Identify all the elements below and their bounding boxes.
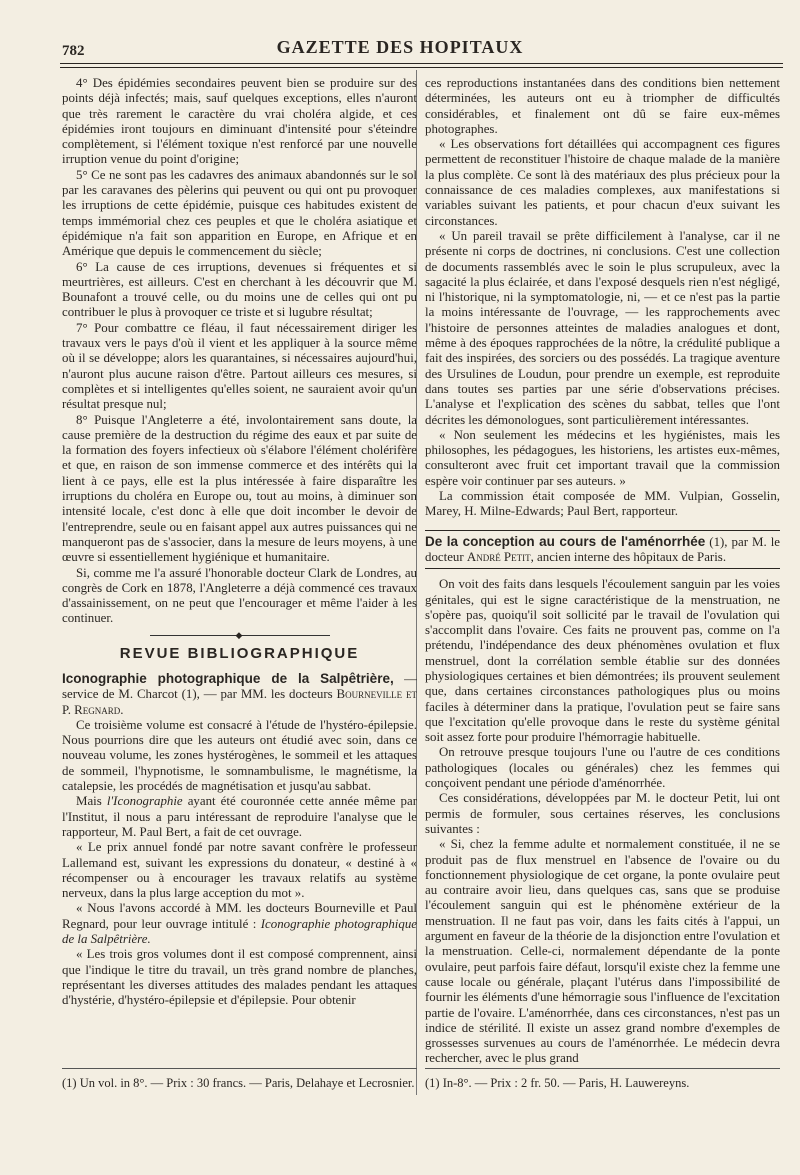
- paragraph: 7° Pour combattre ce fléau, il faut nécessairement diriger les travaux vers le pays d'où il vient et les appliquer à la source même où il se développe; alors les quarantaines, si nécessaires aujourd'hui, n'auront plus aucune raison d'être. Partout ailleurs ces mesures, si complètes et si intelligentes qu'elles soient, ne sauraient avoir qu'un résultat presque nul;: [62, 320, 417, 412]
- book-title: Iconographie photographique de la Salpêtrière,: [62, 670, 394, 686]
- book-info: — service de M. Charcot (1), — par MM. les docteurs: [62, 671, 417, 702]
- paragraph: « Les observations fort détaillées qui accompagnent ces figures permettent de reconstituer l'histoire de chaque malade de la manière la plus complète. Ce sont là des matériaux des plus précieux pour la connaissance de ces maladies complexes, aux manifestations si variables suivant les patients, et pour chacun d'eux suivant les circonstances.: [425, 137, 780, 228]
- article-title: De la conception au cours de l'aménorrhée: [425, 533, 706, 549]
- paragraph: Si, comme me l'a assuré l'honorable docteur Clark de Londres, au congrès de Cork en 1878, l'Angleterre a déjà commencé ces travaux d'assainissement, on ne peut que l'encourager et même l'aider à les continuer.: [62, 565, 417, 626]
- text: , ancien interne des hôpitaux de Paris.: [530, 549, 727, 564]
- paragraph: On retrouve presque toujours l'une ou l'autre de ces conditions pathologiques (locales ou générales) chez les femmes qui conçoivent pendant une période d'aménorrhée.: [425, 745, 780, 791]
- paragraph: 8° Puisque l'Angleterre a été, involontairement sans doute, la cause première de la destruction du régime des eaux et par suite de la formation des foyers infectieux où s'élabore l'élément cholérifère et que, en raison de son immense commerce et des intérêts qui la lient à ce pays, elle est la plus intéressée à faire disparaître les irruptions du choléra en Europe ou, tout au moins, à diminuer son intensité locale, c'est donc à elle que doit incomber le devoir de l'entreprendre, seule ou en faisant appel aux autres puissances qui ne manqueront pas de s'associer, dans la mesure de leurs moyens, à une œuvre si essentiellement hygiénique et humanitaire.: [62, 412, 417, 565]
- text: Mais: [76, 794, 107, 809]
- footnote-right: (1) In-8°. — Prix : 2 fr. 50. — Paris, H. Lauwereyns.: [425, 1076, 690, 1090]
- italic-title: l'Iconographie: [106, 794, 183, 809]
- paragraph: [62, 901, 417, 947]
- text: (1), par M. le docteur: [425, 534, 780, 564]
- paragraph: [62, 794, 417, 840]
- article-heading: [425, 530, 780, 570]
- paragraph: « Non seulement les médecins et les hygiénistes, mais les philosophes, les pédagogues, les historiens, les artistes eux-mêmes, consulteront avec fruit cet important travail que la commission espère voir continuer par ses auteurs. »: [425, 427, 780, 488]
- right-column: [425, 76, 780, 1066]
- footnote-rule: [62, 1068, 417, 1069]
- paragraph: 5° Ce ne sont pas les cadavres des animaux abandonnés sur le sol par les caravanes des pèlerins qui peuvent ou qui ont pu provoquer les irruptions de cette épidémie, puisque ces habitudes existent de temps immémorial chez ces peuples et que le choléra asiatique et épidémique n'a fait son apparition en Europe, en Afrique et en Amérique que depuis le commencement du siècle;: [62, 167, 417, 259]
- paragraph: Ces considérations, développées par M. le docteur Petit, lui ont permis de formuler, sous certaines réserves, les conclusions suivantes :: [425, 791, 780, 836]
- ornamental-separator: [150, 635, 330, 636]
- review-heading: [62, 671, 417, 718]
- header-rule: [60, 67, 783, 68]
- footnote-left: (1) Un vol. in 8°. — Prix : 30 francs. — Paris, Delahaye et Lecrosnier.: [62, 1076, 415, 1090]
- paragraph: « Un pareil travail se prête difficilement à l'analyse, car il ne présente ni corps de doctrines, ni conclusions. C'est une collection de documents rassemblés avec le soin le plus scrupuleux, avec la sagacité la plus éclairée, et dans l'exposé desquels rien n'est négligé, ni l'historique, ni la symptomatologie, ni, — et ce n'est pas la partie la moins intéressante de l'ouvrage, — les rapprochements avec l'histoire de personnes atteintes de maladies analogues et dont, même à des époques rapprochées de la nôtre, la crédulité publique a fait des inspirées, des sorciers ou des possédés. La tragique aventure des Ursulines de Loudun, pour prendre un exemple, est reproduite dans toutes ses parties par une série d'observations précises. L'analyse et l'explication des scènes du sabbat, telles que l'ont décrites les démonologues, sont particulièrement intéressantes.: [425, 228, 780, 427]
- paragraph: 4° Des épidémies secondaires peuvent bien se produire sur des points déjà infectés; mais, sauf quelques exceptions, elles n'auront que très rarement le caractère du vrai choléra algide, et ces épidémies iront toujours en diminuant d'intensité pour s'éteindre complètement, si l'élément toxique n'est renforcé par une nouvelle irruption venue du point d'origine;: [62, 76, 417, 167]
- paragraph: La commission était composée de MM. Vulpian, Gosselin, Marey, H. Milne-Edwards; Paul Bert, rapporteur.: [425, 489, 780, 519]
- italic-title: Iconographie photographique de la Salpêtrière.: [62, 916, 417, 947]
- text: ayant été couronnée cette année même par l'Institut, il nous a paru intéressant de reproduire l'analyse que le rapporteur, M. Paul Bert, a fait de cet ouvrage.: [62, 794, 417, 839]
- paragraph: Ce troisième volume est consacré à l'étude de l'hystéro-épilepsie. Nous pourrions dire que les auteurs ont étudié avec soin, dans ce nouveau volume, les zones hystérogènes, le sommeil et les attaques de sommeil, l'hypnotisme, le somnambulisme, le magnétisme, la catalepsie, les procédés de magnétisation et jusqu'au sabbat.: [62, 717, 417, 794]
- running-head: GAZETTE DES HOPITAUX: [276, 37, 524, 57]
- left-column: [62, 76, 417, 1066]
- paragraph: « Le prix annuel fondé par notre savant confrère le professeur Lallemand est, suivant les expressions du donateur, « destiné à « récompenser ou à encourager les travaux relatifs au système nerveux, dans la plus large acception du mot ».: [62, 840, 417, 901]
- paragraph: ces reproductions instantanées dans des conditions bien nettement déterminées, les auteurs ont eu à triompher de difficultés considérables, et finalement ont dû se faire eux-mêmes photographes.: [425, 76, 780, 136]
- text: « Nous l'avons accordé à MM. les docteurs Bourneville et Paul Regnard, pour leur ouvrage intitulé :: [62, 901, 417, 931]
- page-number: 782: [62, 43, 85, 59]
- paragraph: On voit des faits dans lesquels l'écoulement sanguin par les voies génitales, qui est le signe caractéristique de la menstruation, ne s'opère pas, quoiqu'il soit sollicité par le travail de l'ovulation qui s'accomplit dans l'ovaire. Ces faits ne prouvent pas, comme on l'a prétendu, l'indépendance des deux phénomènes ovulation et flux menstruel, dont la corrélation semble établie sur des données physiologiques certaines et bien démontrées; ils prouvent seulement que, dans certaines circonstances pathologiques plus ou moins faciles à déterminer dans la pratique, l'ovulation peut se faire sans que l'excitation qu'elle provoque dans le reste du système génital soit assez forte pour produire l'hémorragie habituelle.: [425, 577, 780, 745]
- footnote-rule: [425, 1068, 780, 1069]
- paragraph: 6° La cause de ces irruptions, devenues si fréquentes et si meurtrières, est ailleurs. C'est en cherchant à les découvrir que M. Bounafont a trouvé celle, ou du moins une de celles qui ont pu contribuer le plus à provoquer ce triste et si lugubre résultat;: [62, 259, 417, 320]
- section-title: REVUE BIBLIOGRAPHIQUE: [119, 644, 360, 662]
- paragraph: « Si, chez la femme adulte et normalement constituée, il ne se produit pas de flux menstruel en l'absence de l'ovaire ou du fonctionnement physiologique de cet organe, la ponte ovulaire peut au contraire avoir lieu, dans quelques cas, sans que se produise l'écoulement sanguin qui est le phénomène extérieur de la menstruation. Il ne faut pas voir, dans les faits cités à l'appui, un argument en faveur de la théorie de la disjonction entre l'ovulation et la menstruation. Celle-ci, normalement dépendante de la ponte ovulaire, peut parfois faire défaut, lorsqu'il existe chez la femme une cause locale ou générale, plaçant l'utérus dans l'impossibilité de fournir les éléments d'une hémorragie sous l'influence de l'excitation partie de l'ovaire. L'aménorrhée, dans ces circonstances, n'est pas un indice de stérilité. Il existe un assez grand nombre d'exemples de grossesses survenues au cours de l'aménorrhée. Le médecin devra rechercher, avec le plus grand: [425, 837, 780, 1066]
- paragraph: « Les trois gros volumes dont il est composé comprennent, ainsi que l'indique le titre du travail, un très grand nombre de planches, représentant les diverses attitudes des malades pendant les attaques d'hystérie, d'hystéro-épilepsie et d'épilepsie. Pour obtenir: [62, 947, 417, 1008]
- article-author: André Petit: [466, 549, 531, 564]
- book-authors: Bourneville et P. Regnard.: [62, 687, 417, 717]
- header-rule: [60, 63, 783, 64]
